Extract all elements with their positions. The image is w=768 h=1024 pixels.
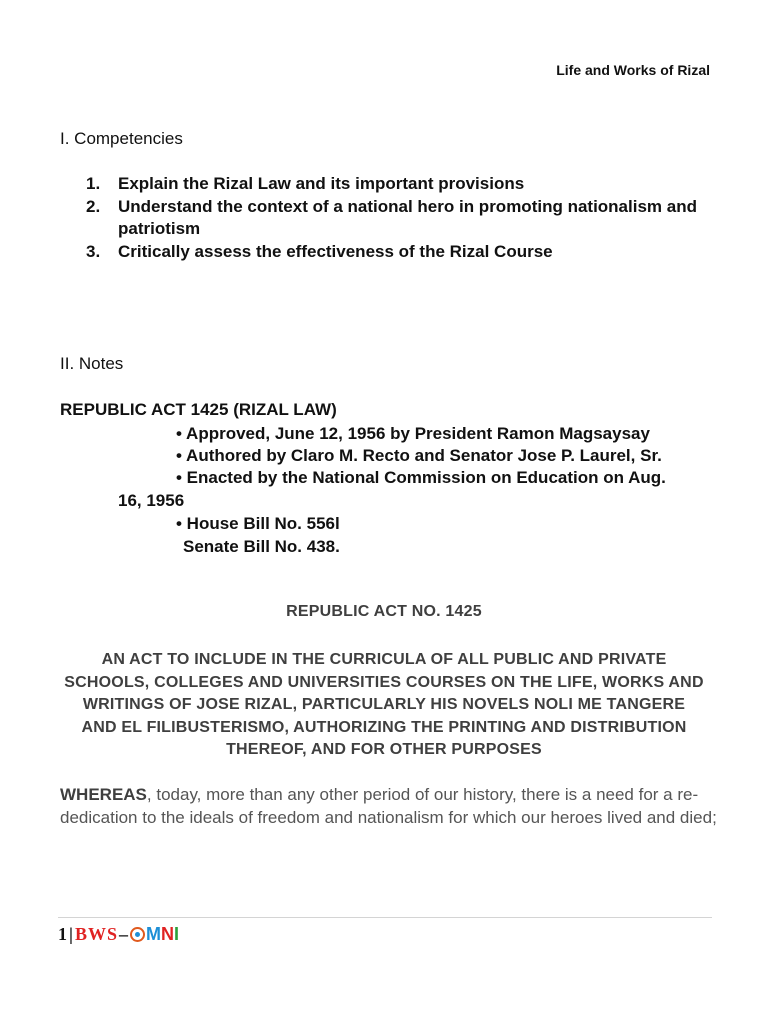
bullet-authored: • Authored by Claro M. Recto and Senator Jose P. Laurel, Sr. <box>176 446 662 465</box>
bullet-enacted: • Enacted by the National Commission on Education on Aug. <box>176 468 666 487</box>
bullet-house-bill: • House Bill No. 556l <box>176 514 340 533</box>
footer <box>58 924 179 945</box>
list-item <box>86 173 726 195</box>
header-title: Life and Works of Rizal <box>556 62 710 78</box>
brand-bws-text: BWS <box>74 924 118 944</box>
bullet-approved: • Approved, June 12, 1956 by President Ramon Magsaysay <box>176 424 650 443</box>
list-item-number: 3. <box>86 242 101 261</box>
page-number: 1 <box>58 924 67 944</box>
act-title-line: SCHOOLS, COLLEGES AND UNIVERSITIES COURSES ON THE LIFE, WORKS AND <box>64 673 704 691</box>
brand-letter-m: M <box>146 924 161 944</box>
list-item-text: Critically assess the effectiveness of the Rizal Course <box>118 242 553 261</box>
list-item-number: 2. <box>86 197 101 216</box>
list-item-text: Explain the Rizal Law and its important provisions <box>118 174 525 193</box>
list-item-number: 1. <box>86 174 101 193</box>
act-number-heading: REPUBLIC ACT NO. 1425 <box>286 603 482 620</box>
omni-logo-o-icon <box>130 927 145 942</box>
notes-heading: II. Notes <box>60 354 124 373</box>
act-title <box>40 649 728 762</box>
brand-dash: – <box>119 924 128 944</box>
act-title-line: AN ACT TO INCLUDE IN THE CURRICULA OF ALL PUBLIC AND PRIVATE <box>101 651 667 668</box>
senate-bill: Senate Bill No. 438. <box>183 537 340 556</box>
list-item <box>86 241 726 263</box>
whereas-paragraph <box>60 784 720 829</box>
act-title-line: AND EL FILIBUSTERISMO, AUTHORIZING THE PRINTING AND DISTRIBUTION <box>81 718 687 736</box>
brand-letter-i: I <box>174 924 180 944</box>
list-item-text: Understand the context of a national hero in promoting nationalism and patriotism <box>118 197 697 238</box>
act-title-line: THEREOF, AND FOR OTHER PURPOSES <box>226 741 542 758</box>
rizal-law-title: REPUBLIC ACT 1425 (RIZAL LAW) <box>60 400 337 419</box>
act-title-line: WRITINGS OF JOSE RIZAL, PARTICULARLY HIS NOVELS NOLI ME TANGERE <box>82 696 686 713</box>
competencies-list <box>86 173 726 264</box>
brand-letter-n: N <box>161 924 174 944</box>
competencies-heading: I. Competencies <box>60 129 183 148</box>
footer-separator: | <box>69 924 73 944</box>
footer-divider <box>58 917 712 918</box>
whereas-text: , today, more than any other period of our history, there is a need for a re-dedication to the ideals of freedom and nationalism for which our heroes lived and died; <box>60 785 717 827</box>
whereas-label: WHEREAS <box>60 785 147 804</box>
list-item <box>86 196 726 240</box>
bullet-enacted-continued: 16, 1956 <box>118 491 185 510</box>
